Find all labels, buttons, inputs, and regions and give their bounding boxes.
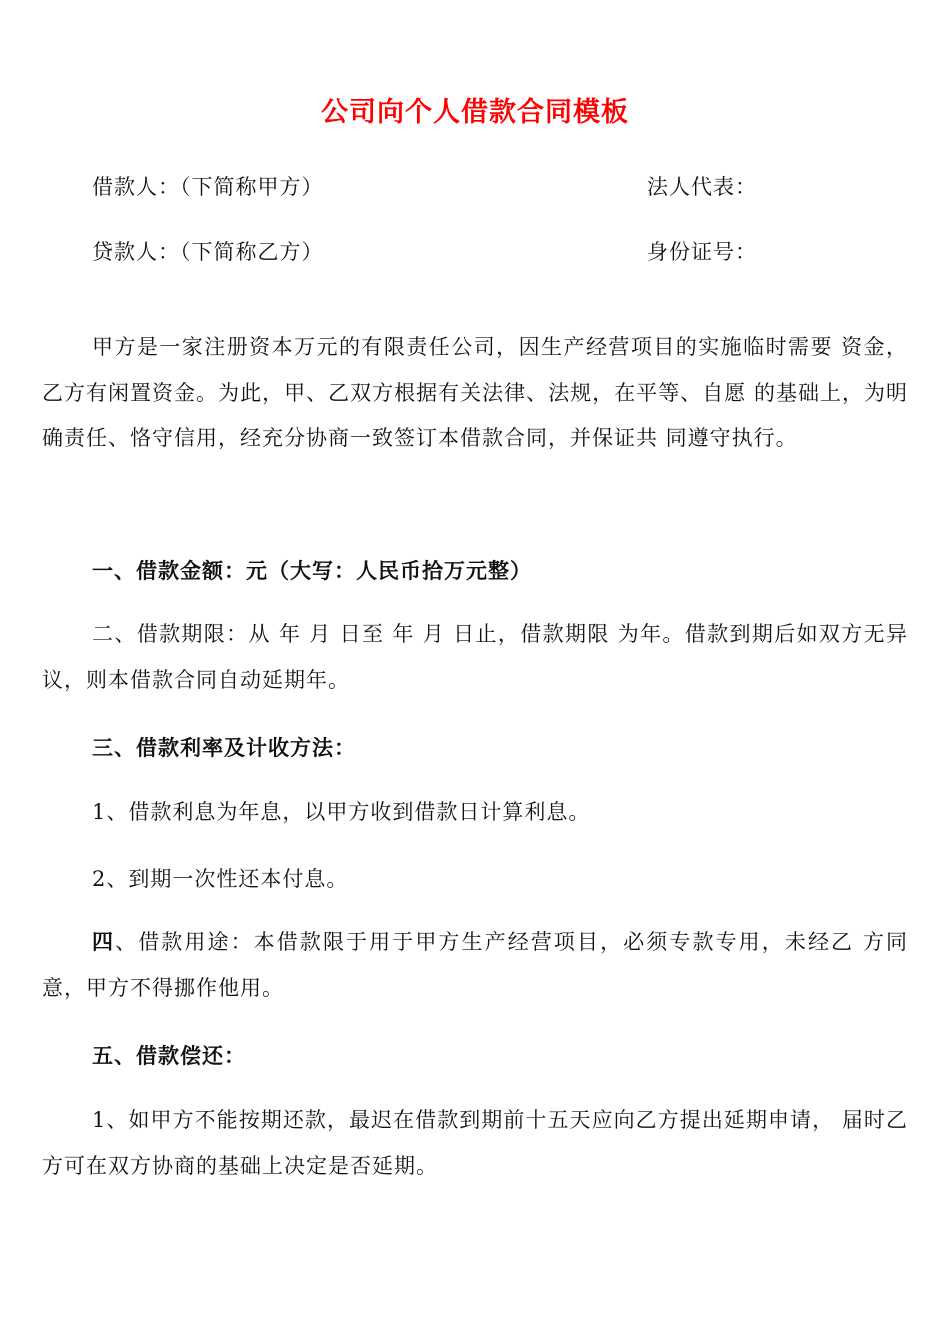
borrower-label: 借款人：（下简称甲方） bbox=[92, 175, 324, 199]
section-loan-term: 二、借款期限：从 年 月 日至 年 月 日止，借款期限 为年。借款到期后如双方无异议，则本借款合同自动延期年。 bbox=[42, 622, 908, 692]
document-title: 公司向个人借款合同模板 bbox=[321, 97, 629, 128]
section-loan-purpose-text: 、借款用途：本借款限于用于甲方生产经营项目，必须专款专用，未经乙 方同意，甲方不得挪作他用。 bbox=[42, 930, 908, 1000]
section-repayment-heading: 五、借款偿还： bbox=[92, 1044, 246, 1068]
section-loan-purpose bbox=[42, 920, 908, 1011]
legal-rep-label: 法人代表： bbox=[647, 175, 757, 199]
section-loan-purpose-number: 四 bbox=[92, 930, 116, 954]
section-interest-heading: 三、借款利率及计收方法： bbox=[92, 736, 356, 760]
lender-label: 贷款人：（下简称乙方） bbox=[92, 240, 324, 264]
id-number-label: 身份证号： bbox=[647, 240, 757, 264]
interest-item-1: 1、借款利息为年息，以甲方收到借款日计算利息。 bbox=[92, 800, 591, 824]
repayment-item-1: 1、如甲方不能按期还款，最迟在借款到期前十五天应向乙方提出延期申请， 届时乙方可在双方协商的基础上决定是否延期。 bbox=[42, 1108, 908, 1178]
interest-item-2: 2、到期一次性还本付息。 bbox=[92, 867, 349, 891]
section-loan-amount: 一、借款金额：元（大写：人民币拾万元整） bbox=[92, 559, 532, 583]
intro-paragraph: 甲方是一家注册资本万元的有限责任公司，因生产经营项目的实施临时需要 资金，乙方有闲置资金。为此，甲、乙双方根据有关法律、法规，在平等、自愿 的基础上，为明确责任、恪守信用，经充分协商一致签订本借款合同，并保证共 同遵守执行。 bbox=[42, 335, 908, 450]
